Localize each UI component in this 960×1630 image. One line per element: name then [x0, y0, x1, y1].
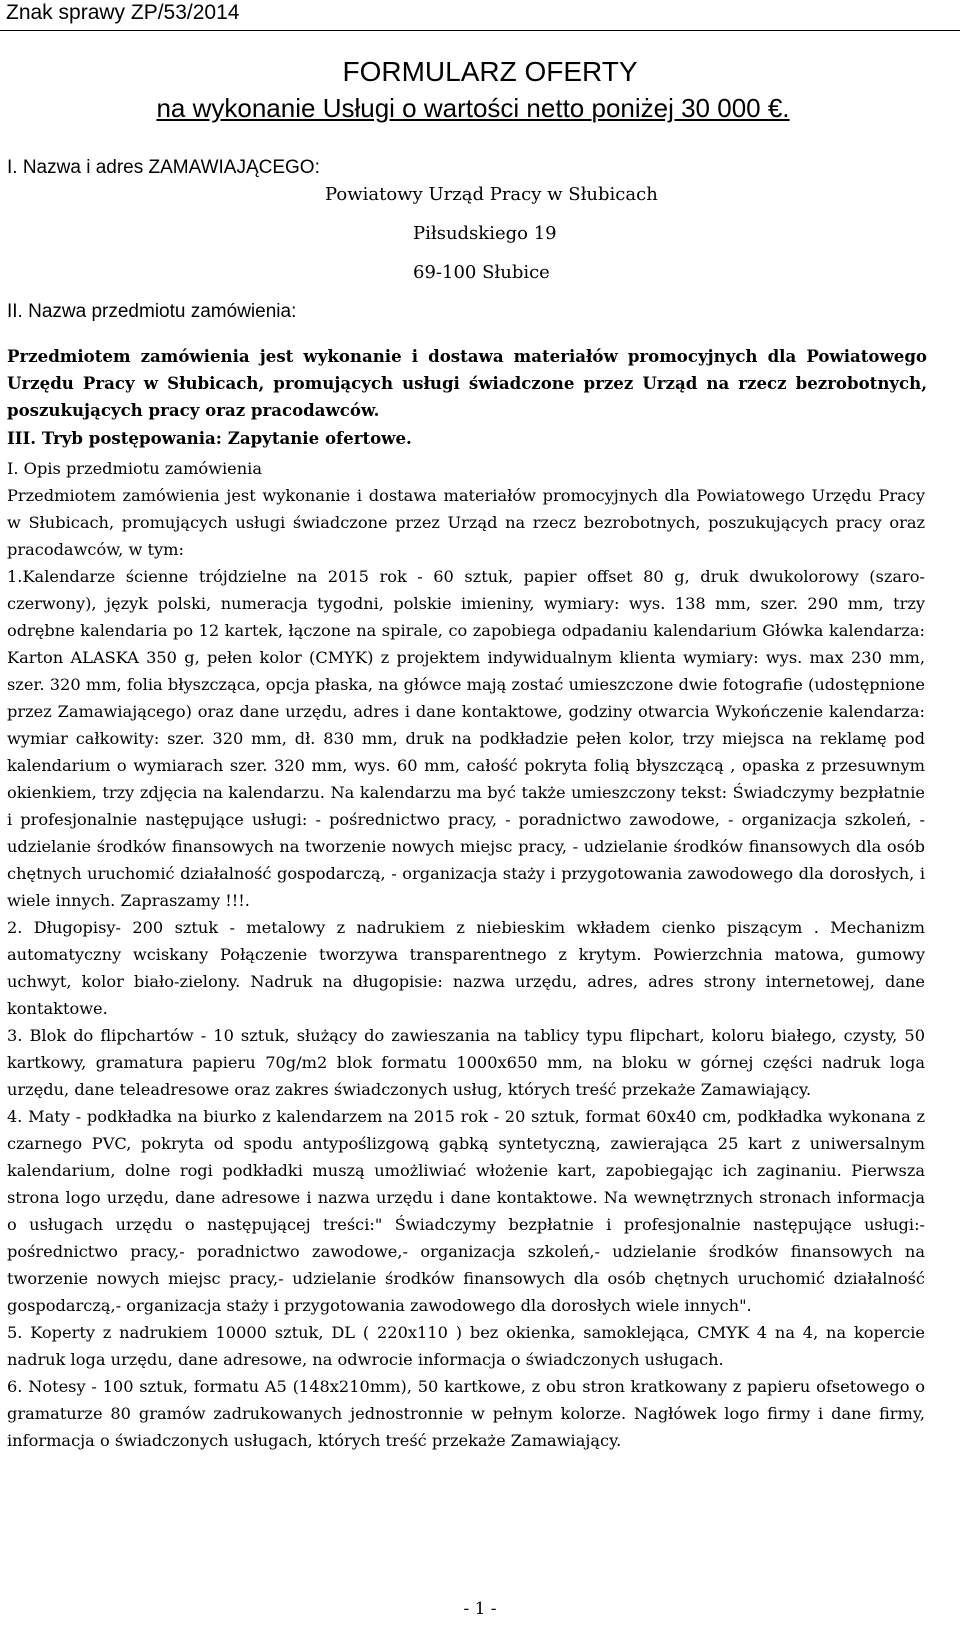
case-number: Znak sprawy ZP/53/2014 — [6, 1, 240, 24]
opis-intro: Przedmiotem zamówienia jest wykonanie i dostawa materiałów promocyjnych dla Powiatowego Urzędu Pracy w Słubicach, promujących usługi świadczone przez Urząd na rzecz bezrobotnych, poszukujących pracy oraz pracodawców, w tym: — [7, 486, 925, 559]
section1-label: I. Nazwa i adres ZAMAWIAJĄCEGO: — [7, 157, 320, 178]
item-pens: 2. Długopisy- 200 sztuk - metalowy z nadrukiem z niebieskim wkładem cienko piszącym . Mechanizm automatyczny wciskany Połączenie tworzywa transparentnego z krytym. Powierzchnia matowa, gumowy uchwyt, kolor biało-zielony. Nadruk na długopisie: nazwa urzędu, adres, adres strony internetowej, dane kontaktowe. — [7, 918, 925, 1018]
opis-heading: I. Opis przedmiotu zamówienia — [7, 459, 263, 478]
subject-details — [7, 455, 925, 1454]
item-notebooks: 6. Notesy - 100 sztuk, formatu A5 (148x210mm), 50 kartkowe, z obu stron kratkowany z papieru ofsetowego o gramaturze 80 gramów zadrukowanych jednostronnie w pełnym kolorze. Nagłówek logo firmy i dane firmy, informacja o świadczonych usługach, których treść przekaże Zamawiający. — [7, 1377, 925, 1450]
contracting-authority-street: Piłsudskiego 19 — [413, 223, 557, 244]
subject-description: Przedmiotem zamówienia jest wykonanie i dostawa materiałów promocyjnych dla Powiatowego Urzędu Pracy w Słubicach, promujących usługi świadczone przez Urząd na rzecz bezrobotnych, poszukujących pracy oraz pracodawców. — [7, 346, 927, 420]
item-calendars: 1.Kalendarze ścienne trójdzielne na 2015 rok - 60 sztuk, papier offset 80 g, druk dwukolorowy (szaro-czerwony), język polski, numeracja tygodni, polskie imieniny, wymiary: wys. 138 mm, szer. 290 mm, trzy odrębne kalendaria po 12 kartek, łączone na spirale, co zapobiega odpadaniu kalendarium Główka kalendarza: Karton ALASKA 350 g, pełen kolor (CMYK) z projektem indywidualnym klienta wymiary: wys. max 230 mm, szer. 320 mm, folia błyszcząca, opcja płaska, na główce mają zostać umieszczone dwie fotografie (udostępnione przez Zamawiającego) oraz dane urzędu, adres i dane kontaktowe, godziny otwarcia Wykończenie kalendarza: wymiar całkowity: szer. 320 mm, dł. 830 mm, druk na podkładzie pełen kolor, trzy miejsca na reklamę pod kalendarium o wymiarach szer. 320 mm, wys. 60 mm, całość pokryta folią błyszczącą , opaska z przesuwnym okienkiem, trzy zdjęcia na kalendarzu. Na kalendarzu ma być także umieszczony tekst: Świadczymy bezpłatnie i profesjonalnie następujące usługi: - pośrednictwo pracy, - poradnictwo zawodowe, - organizacja szkoleń, - udzielanie środków finansowych na tworzenie nowych miejsc pracy, - udzielanie środków finansowych dla osób chętnych uruchomić działalność gospodarczą, - organizacja staży i przygotowania zawodowego dla dorosłych, i wiele innych. Zapraszamy !!!. — [7, 567, 925, 910]
item-flipchart-pads: 3. Blok do flipchartów - 10 sztuk, służący do zawieszania na tablicy typu flipchart, koloru białego, czysty, 50 kartkowy, gramatura papieru 70g/m2 blok formatu 1000x650 mm, na bloku w górnej części nadruk loga urzędu, dane teleadresowe oraz zakres świadczonych usług, których treść przekaże Zamawiający. — [7, 1026, 925, 1099]
section2-label: II. Nazwa przedmiotu zamówienia: — [7, 301, 297, 322]
header-divider — [0, 30, 960, 31]
page-number: - 1 - — [463, 1599, 497, 1619]
form-subtitle-prefix: na wykonanie Usługi o wartości netto — [156, 93, 592, 123]
form-subtitle — [0, 92, 953, 124]
contracting-authority-city: 69-100 Słubice — [413, 262, 550, 283]
item-envelopes: 5. Koperty z nadrukiem 10000 sztuk, DL ( 220x110 ) bez okienka, samoklejąca, CMYK 4 na 4, na kopercie nadruk loga urzędu, dane adresowe, na odwrocie informacja o świadczonych usługach. — [7, 1323, 925, 1369]
item-desk-mats: 4. Maty - podkładka na biurko z kalendarzem na 2015 rok - 20 sztuk, format 60x40 cm, podkładka wykonana z czarnego PVC, pokryta od spodu antypoślizgową gąbką syntetyczną, zawierająca 25 kart z uniwersalnym kalendarium, dolne rogi podkładki muszą umożliwiać włożenie kart, zapobiegając ich zaginaniu. Pierwsza strona logo urzędu, dane adresowe i nazwa urzędu i dane kontaktowe. Na wewnętrznych stronach informacja o usługach urzędu o następującej treści:" Świadczymy bezpłatnie i profesjonalnie następujące usługi:- pośrednictwo pracy,- poradnictwo zawodowe,- organizacja szkoleń,- udzielanie środków finansowych na tworzenie nowych miejsc pracy,- udzielanie środków finansowych dla osób chętnych uruchomić działalność gospodarczą,- organizacja staży i przygotowania zawodowego dla dorosłych wiele innych". — [7, 1107, 925, 1315]
contracting-authority-name: Powiatowy Urząd Pracy w Słubicach — [325, 184, 658, 205]
form-subtitle-emphasis: poniżej 30 000 €. — [591, 93, 790, 123]
section3-label: III. Tryb postępowania: Zapytanie ofertowe. — [7, 428, 412, 448]
form-title: FORMULARZ OFERTY — [342, 56, 638, 87]
